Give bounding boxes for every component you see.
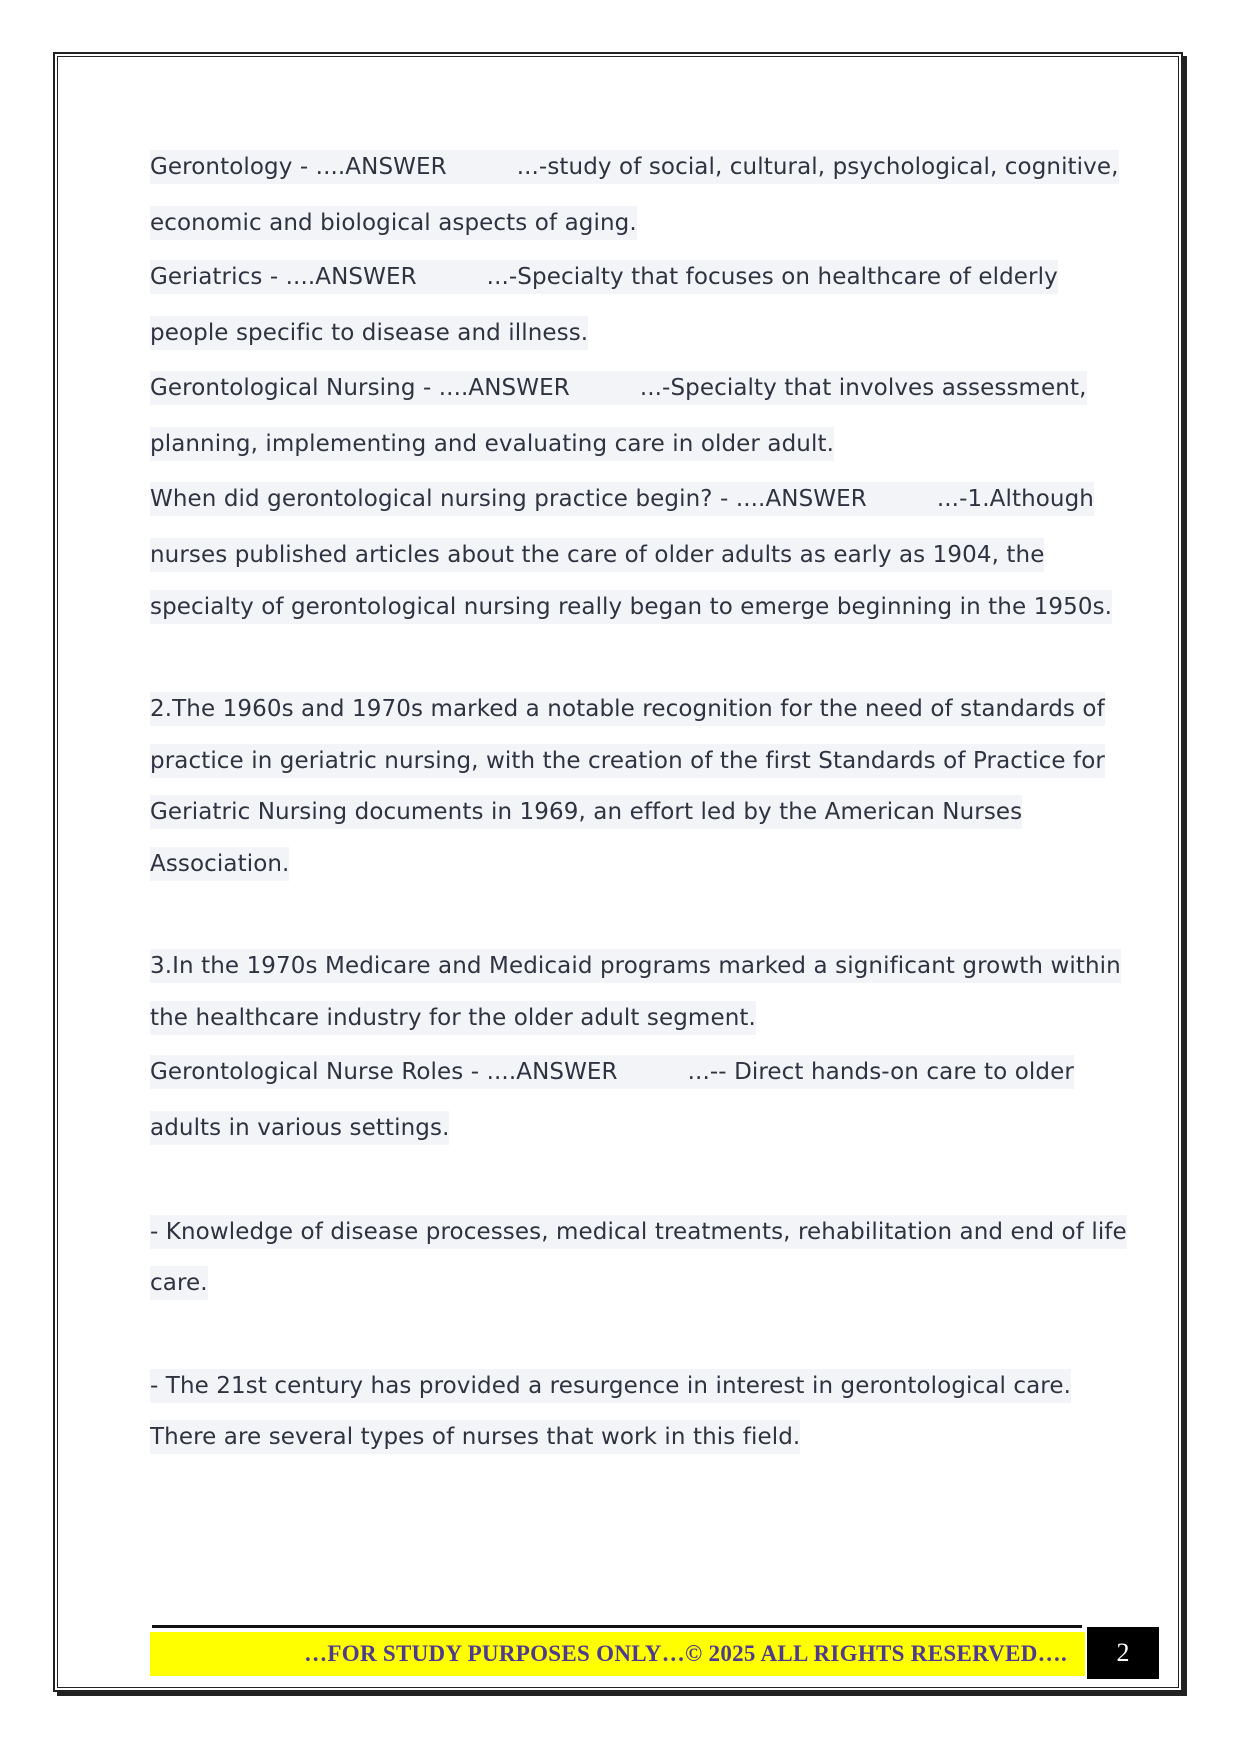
text-line: practice in geriatric nursing, with the creation of the first Standards of Practice for	[150, 744, 1105, 778]
text-line: When did gerontological nursing practice begin? - ....ANSWER ...-1.Although	[150, 482, 1094, 516]
text-line: nurses published articles about the care of older adults as early as 1904, the	[150, 538, 1044, 572]
footer-banner	[150, 1632, 1085, 1676]
text-line: economic and biological aspects of aging.	[150, 206, 637, 240]
text-line: Geriatrics - ....ANSWER ...-Specialty that focuses on healthcare of elderly	[150, 260, 1058, 294]
text-line: - Knowledge of disease processes, medical treatments, rehabilitation and end of life	[150, 1215, 1127, 1249]
text-line: There are several types of nurses that work in this field.	[150, 1420, 800, 1454]
footer-copyright: …FOR STUDY PURPOSES ONLY…© 2025 ALL RIGHTS RESERVED….	[304, 1641, 1067, 1666]
page-number: 2	[1087, 1627, 1159, 1679]
text-line: specialty of gerontological nursing really began to emerge beginning in the 1950s.	[150, 590, 1112, 624]
text-line: Association.	[150, 847, 289, 881]
text-line: Gerontology - ....ANSWER ...-study of social, cultural, psychological, cognitive,	[150, 150, 1119, 184]
text-line: - The 21st century has provided a resurgence in interest in gerontological care.	[150, 1369, 1071, 1403]
text-line: planning, implementing and evaluating care in older adult.	[150, 427, 834, 461]
text-line: 3.In the 1970s Medicare and Medicaid programs marked a significant growth within	[150, 949, 1121, 983]
text-line: the healthcare industry for the older adult segment.	[150, 1001, 756, 1035]
footer-divider	[152, 1625, 1082, 1628]
text-line: Gerontological Nursing - ....ANSWER ...-Specialty that involves assessment,	[150, 371, 1087, 405]
text-line: care.	[150, 1266, 208, 1300]
text-line: Gerontological Nurse Roles - ....ANSWER ...-- Direct hands-on care to older	[150, 1055, 1074, 1089]
text-line: Geriatric Nursing documents in 1969, an effort led by the American Nurses	[150, 795, 1022, 829]
text-line: 2.The 1960s and 1970s marked a notable recognition for the need of standards of	[150, 692, 1105, 726]
text-line: adults in various settings.	[150, 1111, 449, 1145]
text-line: people specific to disease and illness.	[150, 316, 588, 350]
